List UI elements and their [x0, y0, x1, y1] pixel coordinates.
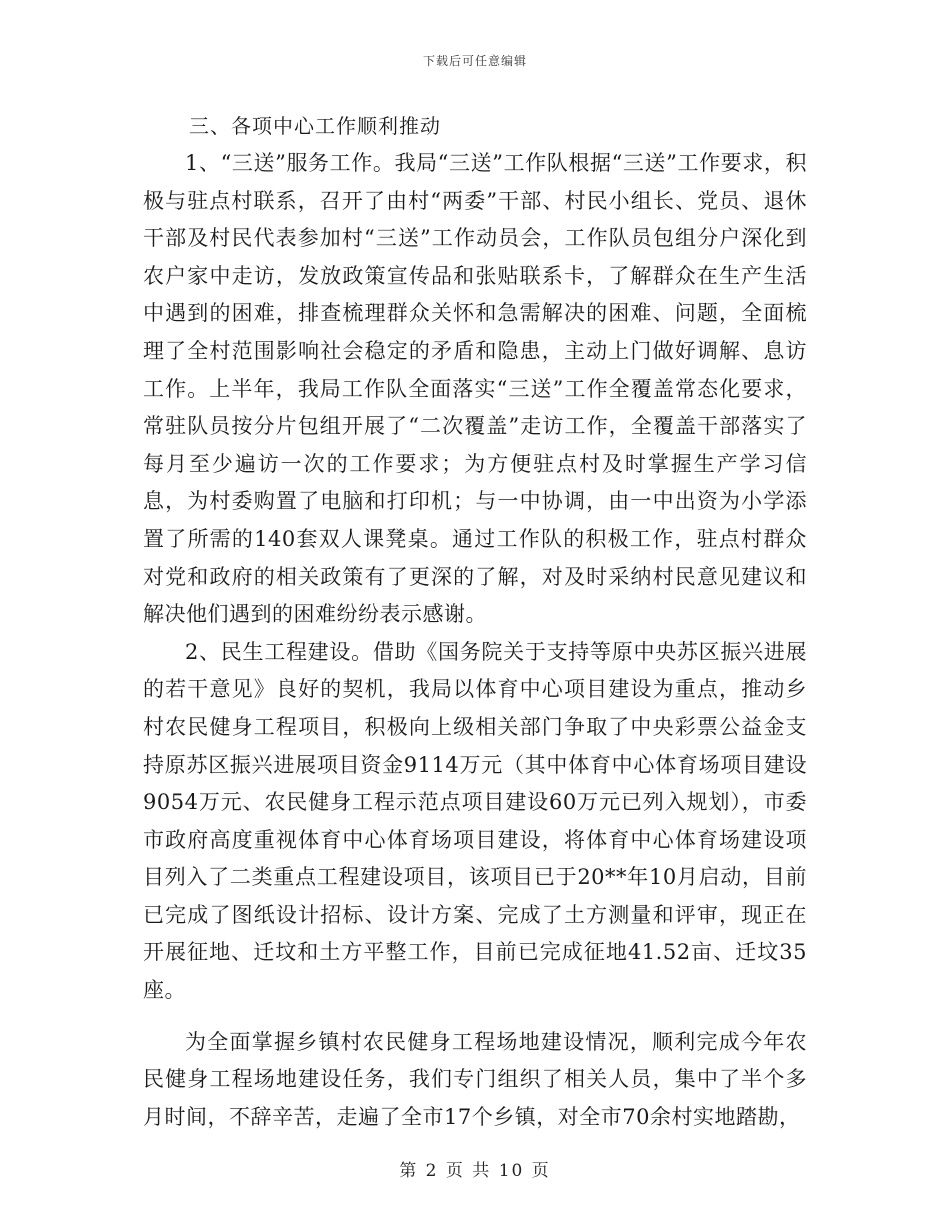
- paragraph-livelihood-project: 2、民生工程建设。借助《国务院关于支持等原中央苏区振兴进展的若干意见》良好的契机，我局以体育中心项目建设为重点，推动乡村农民健身工程项目，积极向上级相关部门争取了中央彩票公益金支持原苏区振兴进展项目资金9114万元（其中体育中心体育场项目建设9054万元、农民健身工程示范点项目建设60万元已列入规划），市委市政府高度重视体育中心体育场项目建设，将体育中心体育场建设项目列入了二类重点工程建设项目，该项目已于20**年10月启动，目前已完成了图纸设计招标、设计方案、完成了土方测量和评审，现正在开展征地、迁坟和土方平整工作，目前已完成征地41.52亩、迁坟35座。: [143, 639, 807, 1003]
- paragraph-three-delivery-service: 1、“三送”服务工作。我局“三送”工作队根据“三送”工作要求，积极与驻点村联系，召开了由村“两委”干部、村民小组长、党员、退休干部及村民代表参加村“三送”工作动员会，工作队员包组分户深化到农户家中走访，发放政策宣传品和张贴联系卡，了解群众在生产生活中遇到的困难，排查梳理群众关怀和急需解决的困难、问题，全面梳理了全村范围影响社会稳定的矛盾和隐患，主动上门做好调解、息访工作。上半年，我局工作队全面落实“三送”工作全覆盖常态化要求，常驻队员按分片包组开展了“二次覆盖”走访工作，全覆盖干部落实了每月至少遍访一次的工作要求；为方便驻点村及时掌握生产学习信息，为村委购置了电脑和打印机；与一中协调，由一中出资为小学添置了所需的140套双人课凳桌。通过工作队的积极工作，驻点村群众对党和政府的相关政策有了更深的了解，对及时采纳村民意见建议和解决他们遇到的困难纷纷表示感谢。: [143, 151, 807, 627]
- header-note: 下载后可任意编辑: [422, 54, 527, 68]
- section-heading: 三、各项中心工作顺利推动: [189, 114, 441, 138]
- page-number: 第 2 页 共 10 页: [399, 1161, 551, 1181]
- paragraph-fitness-site-survey: 为全面掌握乡镇村农民健身工程场地建设情况，顺利完成今年农民健身工程场地建设任务，我们专门组织了相关人员，集中了半个多月时间，不辞辛苦，走遍了全市17个乡镇，对全市70余村实地踏勘，: [143, 1029, 807, 1129]
- document-body: [143, 108, 807, 1136]
